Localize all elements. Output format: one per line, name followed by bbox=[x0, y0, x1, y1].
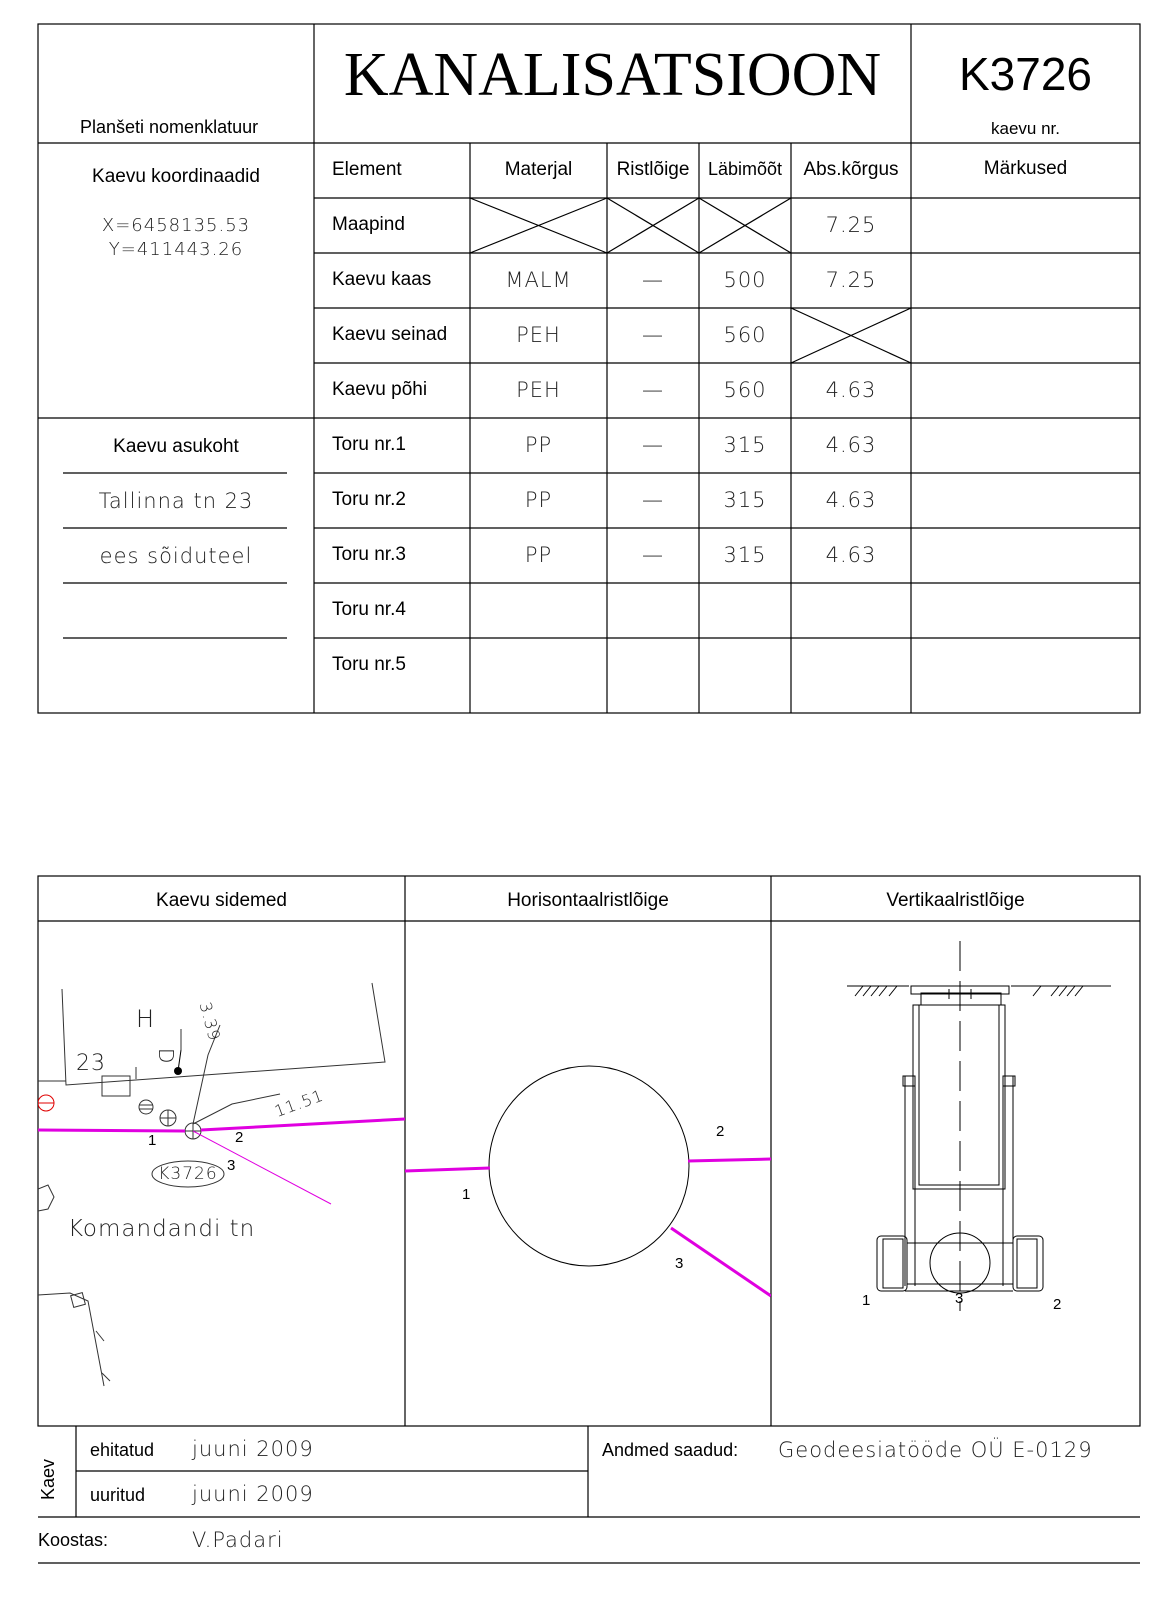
row-elevation: 7.25 bbox=[825, 213, 877, 237]
dimension-label-1: 3.39 bbox=[195, 1000, 225, 1044]
row-section: — bbox=[642, 488, 664, 512]
header-notes: Märkused bbox=[983, 158, 1068, 179]
row-material: PP bbox=[524, 543, 553, 567]
section-pipe-2 bbox=[688, 1159, 771, 1161]
row-elevation: 4.63 bbox=[825, 433, 877, 457]
row-element: Toru nr.3 bbox=[332, 544, 406, 565]
row-elevation: 4.63 bbox=[825, 543, 877, 567]
vertical-section-drawing bbox=[771, 921, 1140, 1426]
well-side-label: Kaev bbox=[38, 1458, 58, 1500]
surveyed-label: uuritud bbox=[90, 1485, 146, 1505]
coordinate-y: Y=411443.26 bbox=[108, 239, 244, 260]
row-diameter: 315 bbox=[723, 433, 767, 457]
well-number: K3726 bbox=[958, 48, 1092, 100]
row-section: — bbox=[642, 268, 664, 292]
header-cross-section: Ristlõige bbox=[616, 159, 690, 180]
row-element: Maapind bbox=[332, 214, 405, 235]
row-diameter: 500 bbox=[723, 268, 767, 292]
row-element: Kaevu põhi bbox=[332, 379, 428, 400]
data-source-value: Geodeesiatööde OÜ E-0129 bbox=[778, 1438, 1093, 1462]
horizontal-section-title: Horisontaalristlõige bbox=[507, 890, 669, 911]
street-name: Komandandi tn bbox=[68, 1216, 256, 1242]
vertical-section-title: Vertikaalristlõige bbox=[886, 890, 1025, 911]
row-diameter: 560 bbox=[723, 378, 767, 402]
header-elevation: Abs.kõrgus bbox=[803, 159, 899, 180]
header-diameter: Läbimõõt bbox=[707, 159, 783, 179]
map-pipe-2 bbox=[201, 1119, 405, 1130]
row-element: Toru nr.4 bbox=[332, 599, 406, 620]
well-plan-circle bbox=[489, 1066, 689, 1266]
location-label: Kaevu asukoht bbox=[113, 436, 239, 457]
map-pipe-label-1: 1 bbox=[148, 1132, 157, 1149]
row-section: — bbox=[642, 323, 664, 347]
map-well-tag: K3726 bbox=[158, 1164, 218, 1184]
row-diameter: 560 bbox=[723, 323, 767, 347]
nomenclature-label: Planšeti nomenklatuur bbox=[80, 117, 259, 137]
coordinates-label: Kaevu koordinaadid bbox=[92, 166, 260, 187]
location-line-2: ees sõiduteel bbox=[99, 544, 253, 568]
entrance-marker bbox=[102, 1076, 130, 1096]
row-element: Kaevu seinad bbox=[332, 324, 448, 345]
row-section: — bbox=[642, 543, 664, 567]
building-outline bbox=[62, 983, 385, 1085]
map-pipe-label-2: 2 bbox=[235, 1129, 244, 1146]
row-element: Toru nr.2 bbox=[332, 489, 406, 510]
location-line-1: Tallinna tn 23 bbox=[98, 489, 254, 513]
row-element: Kaevu kaas bbox=[332, 269, 432, 290]
vertical-pipe-label-3: 3 bbox=[955, 1290, 964, 1307]
built-label: ehitatud bbox=[90, 1440, 155, 1460]
section-pipe-1 bbox=[405, 1168, 490, 1171]
row-elevation: 4.63 bbox=[825, 488, 877, 512]
row-element: Toru nr.5 bbox=[332, 654, 406, 675]
dimension-label-2: 11.51 bbox=[272, 1085, 327, 1121]
document-title: KANALISATSIOON bbox=[343, 41, 882, 109]
house-number: 23 bbox=[76, 1051, 106, 1076]
row-section: — bbox=[642, 378, 664, 402]
map-pipe-1 bbox=[38, 1130, 185, 1131]
vertical-pipe-label-2: 2 bbox=[1053, 1296, 1062, 1313]
ties-panel-title: Kaevu sidemed bbox=[156, 890, 287, 911]
row-diameter: 315 bbox=[723, 488, 767, 512]
surveyed-value: juuni 2009 bbox=[192, 1482, 314, 1506]
vertical-pipe-label-1: 1 bbox=[862, 1292, 871, 1309]
compiled-label: Koostas: bbox=[38, 1530, 109, 1550]
dimension-line bbox=[193, 1094, 280, 1124]
building-letter: H bbox=[136, 1005, 156, 1033]
header-material: Materjal bbox=[504, 159, 573, 180]
coordinate-x: X=6458135.53 bbox=[101, 215, 251, 236]
row-material: PP bbox=[524, 488, 553, 512]
row-elevation: 7.25 bbox=[825, 268, 877, 292]
row-material: PP bbox=[524, 433, 553, 457]
row-diameter: 315 bbox=[723, 543, 767, 567]
row-elevation: 4.63 bbox=[825, 378, 877, 402]
section-pipe-label-2: 2 bbox=[716, 1123, 725, 1140]
row-section: — bbox=[642, 433, 664, 457]
header-element: Element bbox=[332, 159, 402, 180]
section-pipe-label-3: 3 bbox=[675, 1255, 684, 1272]
row-material: PEH bbox=[516, 378, 561, 402]
section-pipe-3 bbox=[671, 1228, 771, 1296]
compiled-value: V.Padari bbox=[192, 1528, 284, 1552]
row-element: Toru nr.1 bbox=[332, 434, 406, 455]
door-letter: D bbox=[154, 1048, 178, 1065]
section-pipe-label-1: 1 bbox=[462, 1186, 471, 1203]
row-material: MALM bbox=[505, 268, 572, 292]
map-pipe-label-3: 3 bbox=[227, 1157, 236, 1174]
well-number-label: kaevu nr. bbox=[991, 119, 1060, 138]
built-value: juuni 2009 bbox=[192, 1437, 314, 1461]
horizontal-section-drawing bbox=[405, 921, 771, 1426]
row-material: PEH bbox=[516, 323, 561, 347]
data-source-label: Andmed saadud: bbox=[602, 1440, 739, 1460]
